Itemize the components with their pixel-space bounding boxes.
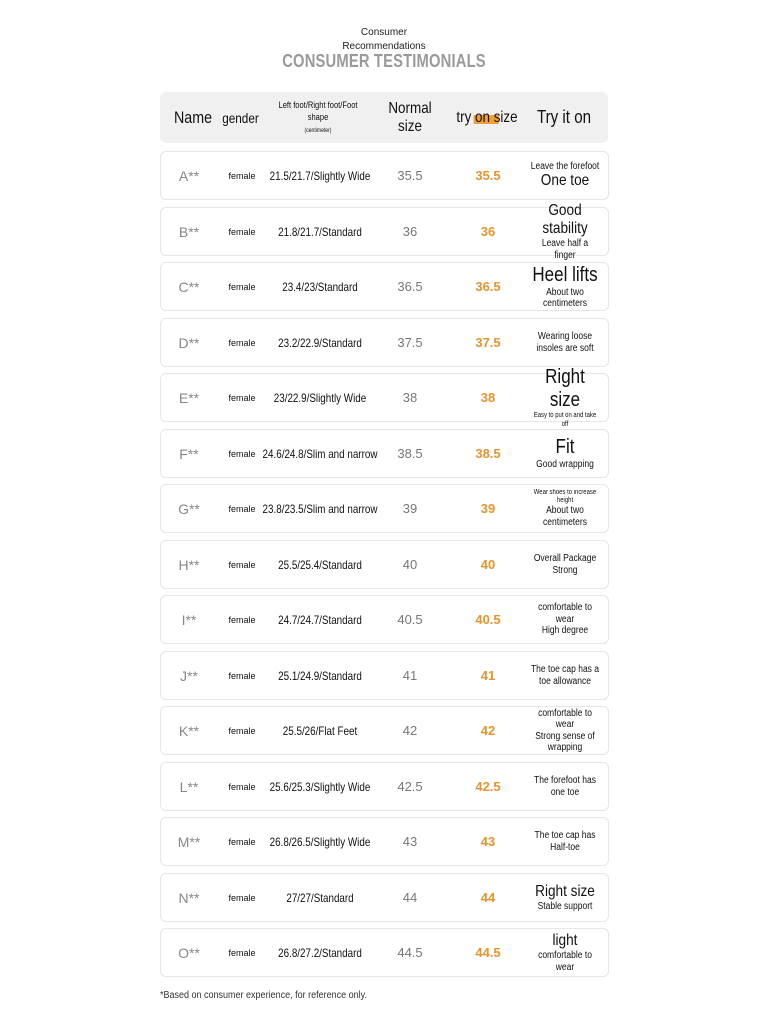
cell-gender: female <box>228 892 256 903</box>
column-header-foot-label: Left foot/Right foot/Foot shape <box>278 99 358 122</box>
cell-foot: 24.6/24.8/Slim and narrow <box>262 446 378 461</box>
try-it-on-line-2: insoles are soft <box>536 342 594 354</box>
try-it-on-line-2: Stable support <box>537 900 593 912</box>
try-it-on-line-1: Wearing loose <box>537 331 593 342</box>
cell-normal-size: 41 <box>402 668 418 683</box>
cell-name: M** <box>177 833 201 850</box>
try-it-on-line-2: comfortable to wear <box>538 950 592 973</box>
cell-normal-size: 37.5 <box>397 335 423 350</box>
cell-name: B** <box>178 223 200 240</box>
cell-gender: female <box>228 170 256 181</box>
try-it-on-line-2: Leave half a finger <box>541 238 589 261</box>
cell-gender: female <box>228 614 256 625</box>
cell-normal-size: 36 <box>402 224 418 239</box>
cell-name: N** <box>178 889 200 906</box>
cell-normal-size: 40.5 <box>397 612 423 627</box>
try-it-on-line-1: Good stability <box>542 201 588 237</box>
try-it-on-line-1: comfortable to wear <box>538 602 592 625</box>
try-it-on-line-2: one toe <box>550 786 580 798</box>
cell-try-it-on <box>530 818 600 865</box>
subtitle-line-1: Consumer <box>360 27 408 38</box>
cell-try-on-size: 44.5 <box>475 945 501 960</box>
cell-foot: 27/27/Standard <box>286 890 354 905</box>
table-row <box>160 595 609 644</box>
cell-gender: female <box>228 281 256 292</box>
table-row <box>160 318 609 367</box>
cell-try-on-size: 40 <box>480 557 496 572</box>
cell-name: F** <box>179 445 199 462</box>
cell-try-it-on <box>530 485 600 532</box>
cell-foot: 21.8/21.7/Standard <box>278 224 362 239</box>
table-row <box>160 484 609 533</box>
cell-gender: female <box>228 725 256 736</box>
cell-try-it-on <box>530 763 600 810</box>
cell-gender: female <box>228 947 256 958</box>
cell-try-it-on <box>530 541 600 588</box>
table-row <box>160 873 609 922</box>
cell-name: H** <box>178 556 200 573</box>
cell-normal-size: 38 <box>402 390 418 405</box>
cell-try-it-on <box>530 652 600 699</box>
cell-foot: 25.1/24.9/Standard <box>278 668 362 683</box>
cell-normal-size: 36.5 <box>397 279 423 294</box>
cell-try-it-on <box>530 430 600 477</box>
cell-try-it-on <box>530 596 600 643</box>
cell-try-on-size: 41 <box>480 668 496 683</box>
cell-normal-size: 43 <box>402 834 418 849</box>
table-row <box>160 706 609 755</box>
cell-foot: 23.4/23/Standard <box>282 279 358 294</box>
column-header-try-on-size-label: try on size <box>456 108 518 126</box>
try-it-on-line-2: One toe <box>540 172 590 190</box>
cell-try-on-size: 36 <box>480 224 496 239</box>
cell-name: L** <box>179 778 199 795</box>
cell-normal-size: 35.5 <box>397 168 423 183</box>
try-it-on-line-1: Fit <box>555 436 575 459</box>
cell-name: G** <box>178 500 200 517</box>
cell-normal-size: 40 <box>402 557 418 572</box>
cell-name: C** <box>178 278 200 295</box>
try-it-on-line-1: Overall Package <box>533 553 597 564</box>
try-it-on-line-2: About two centimeters <box>543 505 587 528</box>
try-it-on-line-1: Right size <box>535 882 595 900</box>
cell-try-on-size: 43 <box>480 834 496 849</box>
cell-try-it-on <box>530 319 600 366</box>
cell-name: J** <box>180 667 198 684</box>
cell-foot: 25.5/25.4/Standard <box>278 557 362 572</box>
cell-foot: 23.2/22.9/Standard <box>278 335 362 350</box>
cell-normal-size: 42.5 <box>397 779 423 794</box>
try-it-on-line-1: Leave the forefoot <box>530 160 600 172</box>
cell-name: K** <box>178 722 200 739</box>
try-it-on-line-2: Good wrapping <box>536 459 594 471</box>
cell-try-it-on <box>530 707 600 754</box>
cell-normal-size: 42 <box>402 723 418 738</box>
try-it-on-line-2: toe allowance <box>539 675 591 687</box>
cell-gender: female <box>228 503 256 514</box>
cell-try-it-on <box>530 929 600 976</box>
cell-try-on-size: 44 <box>480 890 496 905</box>
table-row <box>160 366 609 428</box>
footnote: *Based on consumer experience, for reference only. <box>160 990 367 1001</box>
cell-try-on-size: 42 <box>480 723 496 738</box>
table-row <box>160 762 609 811</box>
cell-normal-size: 44 <box>402 890 418 905</box>
table-row <box>160 651 609 700</box>
try-it-on-line-2: Half-toe <box>550 841 580 853</box>
cell-try-on-size: 38.5 <box>475 446 501 461</box>
cell-foot: 26.8/27.2/Standard <box>278 945 362 960</box>
cell-try-on-size: 38 <box>480 390 496 405</box>
cell-foot: 24.7/24.7/Standard <box>278 612 362 627</box>
cell-name: I** <box>181 611 197 628</box>
cell-name: A** <box>178 167 200 184</box>
column-header-try-it-on: Try it on <box>536 107 592 127</box>
cell-try-it-on <box>530 201 600 261</box>
cell-gender: female <box>228 226 256 237</box>
try-it-on-line-1: The toe cap has a <box>530 664 600 675</box>
column-header-foot-unit: (centimeter) <box>304 127 332 134</box>
cell-gender: female <box>228 670 256 681</box>
page-title: CONSUMER TESTIMONIALS <box>282 51 486 71</box>
table-header <box>160 92 608 143</box>
cell-try-it-on <box>530 152 600 199</box>
cell-gender: female <box>228 337 256 348</box>
cell-gender: female <box>228 392 256 403</box>
cell-try-on-size: 37.5 <box>475 335 501 350</box>
cell-gender: female <box>228 448 256 459</box>
table-row <box>160 151 609 200</box>
column-header-normal-size: Normal size <box>388 99 432 135</box>
table-row <box>160 817 609 866</box>
try-it-on-line-2: Strong <box>552 564 578 576</box>
try-it-on-line-1: Right size <box>545 366 585 412</box>
cell-foot: 23.8/23.5/Slim and narrow <box>262 501 378 516</box>
try-it-on-line-2: About two centimeters <box>543 286 587 309</box>
cell-name: E** <box>178 389 200 406</box>
column-header-gender: gender <box>222 109 259 126</box>
cell-foot: 26.8/26.5/Slightly Wide <box>269 834 371 849</box>
cell-try-on-size: 35.5 <box>475 168 501 183</box>
cell-try-on-size: 36.5 <box>475 279 501 294</box>
table-row <box>160 429 609 478</box>
cell-try-on-size: 39 <box>480 501 496 516</box>
try-it-on-line-1: Heel lifts <box>532 263 598 286</box>
column-header-foot <box>271 92 365 143</box>
cell-gender: female <box>228 559 256 570</box>
table-row <box>160 201 609 261</box>
cell-foot: 25.5/26/Flat Feet <box>282 723 358 738</box>
cell-gender: female <box>228 836 256 847</box>
cell-normal-size: 44.5 <box>397 945 423 960</box>
try-it-on-line-1: The forefoot has <box>534 775 596 786</box>
table-row <box>160 262 609 311</box>
subtitle-line-2: Recommendations <box>342 41 426 52</box>
cell-name: D** <box>178 334 200 351</box>
try-it-on-line-1: The toe cap has <box>534 830 596 841</box>
cell-gender: female <box>228 781 256 792</box>
cell-try-it-on <box>530 874 600 921</box>
try-it-on-line-2: High degree <box>541 625 589 637</box>
cell-foot: 21.5/21.7/Slightly Wide <box>269 168 371 183</box>
try-it-on-line-1: Wear shoes to increase height <box>533 488 597 504</box>
cell-try-on-size: 42.5 <box>475 779 501 794</box>
table-row <box>160 928 609 977</box>
column-header-try-on-size <box>456 92 518 143</box>
table-row <box>160 540 609 589</box>
cell-normal-size: 38.5 <box>397 446 423 461</box>
try-it-on-line-2: Strong sense of wrapping <box>535 730 595 753</box>
cell-normal-size: 39 <box>402 501 418 516</box>
cell-name: O** <box>178 944 200 961</box>
try-it-on-line-1: light <box>552 931 578 949</box>
column-header-name: Name <box>173 107 213 127</box>
try-it-on-line-1: comfortable to wear <box>538 707 592 730</box>
cell-try-it-on <box>530 366 600 428</box>
cell-try-it-on <box>530 263 600 310</box>
cell-foot: 23/22.9/Slightly Wide <box>273 390 367 405</box>
try-it-on-line-2: Easy to put on and take off <box>533 412 597 428</box>
cell-foot: 25.6/25.3/Slightly Wide <box>269 779 371 794</box>
cell-try-on-size: 40.5 <box>475 612 501 627</box>
